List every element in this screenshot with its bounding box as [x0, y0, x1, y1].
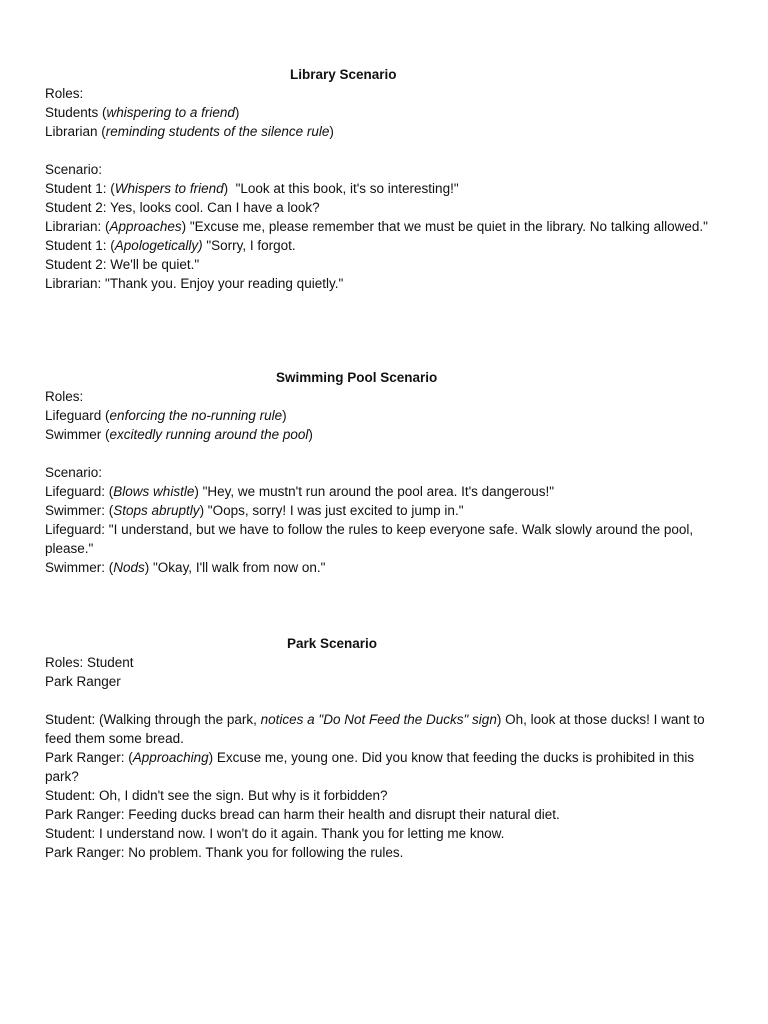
- library-role-students: Students (whispering to a friend): [45, 105, 240, 120]
- pool-line-2: Swimmer: (Stops abruptly) "Oops, sorry! I was just excited to jump in.": [45, 503, 464, 518]
- pool-section: [45, 368, 735, 577]
- park-line-3: Student: Oh, I didn't see the sign. But why is it forbidden?: [45, 788, 388, 803]
- park-role-ranger: Park Ranger: [45, 674, 121, 689]
- pool-line-4: Swimmer: (Nods) "Okay, I'll walk from now on.": [45, 560, 326, 575]
- library-line-5: Student 2: We'll be quiet.": [45, 257, 200, 272]
- library-title: Library Scenario: [290, 67, 397, 82]
- library-line-2: Student 2: Yes, looks cool. Can I have a look?: [45, 200, 320, 215]
- pool-roles-label: Roles:: [45, 389, 84, 404]
- park-section: [45, 634, 735, 862]
- pool-line-1: Lifeguard: (Blows whistle) "Hey, we mustn't run around the pool area. It's dangerous!": [45, 484, 555, 499]
- park-roles-line: Roles: Student: [45, 655, 134, 670]
- library-section: [45, 65, 735, 293]
- park-line-4: Park Ranger: Feeding ducks bread can harm their health and disrupt their natural diet.: [45, 807, 560, 822]
- pool-role-lifeguard: Lifeguard (enforcing the no-running rule): [45, 408, 287, 423]
- park-line-6: Park Ranger: No problem. Thank you for following the rules.: [45, 845, 404, 860]
- park-line-1: Student: (Walking through the park, notices a "Do Not Feed the Ducks" sign) Oh, look at those ducks! I want to feed them some bread.: [45, 712, 709, 746]
- pool-line-3: Lifeguard: "I understand, but we have to follow the rules to keep everyone safe. Walk slowly around the pool, please.": [45, 522, 697, 556]
- pool-title: Swimming Pool Scenario: [276, 370, 438, 385]
- park-title: Park Scenario: [287, 636, 378, 651]
- library-role-librarian: Librarian (reminding students of the silence rule): [45, 124, 334, 139]
- library-line-6: Librarian: "Thank you. Enjoy your reading quietly.": [45, 276, 344, 291]
- pool-role-swimmer: Swimmer (excitedly running around the pool): [45, 427, 313, 442]
- library-line-1: Student 1: (Whispers to friend) "Look at this book, it's so interesting!": [45, 181, 459, 196]
- library-scenario-label: Scenario:: [45, 162, 103, 177]
- library-line-3: Librarian: (Approaches) "Excuse me, please remember that we must be quiet in the library. No talking allowed.": [45, 219, 708, 234]
- pool-scenario-label: Scenario:: [45, 465, 103, 480]
- library-roles-label: Roles:: [45, 86, 84, 101]
- park-line-2: Park Ranger: (Approaching) Excuse me, young one. Did you know that feeding the ducks is prohibited in this park?: [45, 750, 698, 784]
- park-line-5: Student: I understand now. I won't do it again. Thank you for letting me know.: [45, 826, 505, 841]
- library-line-4: Student 1: (Apologetically) "Sorry, I forgot.: [45, 238, 296, 253]
